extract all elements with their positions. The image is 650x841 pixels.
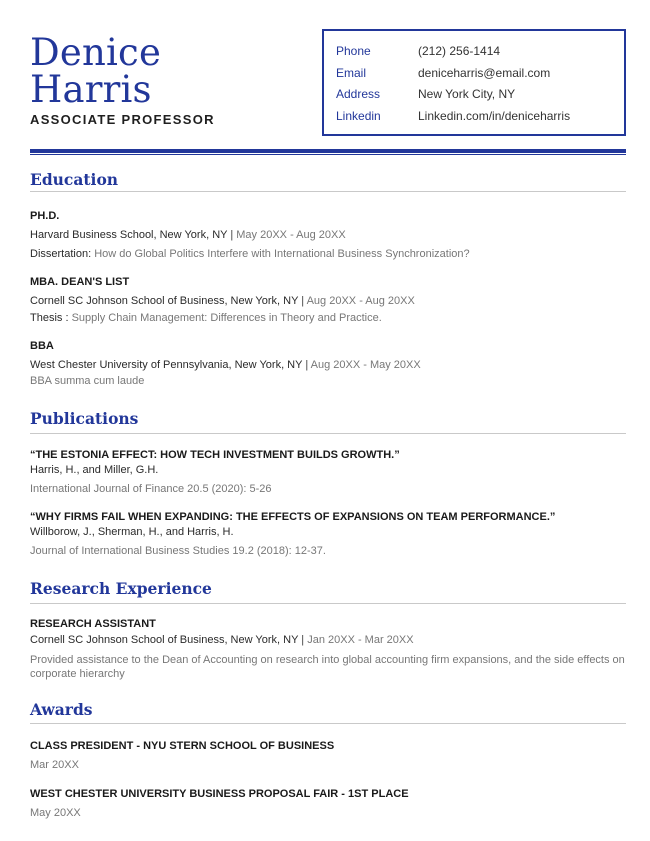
publication-journal: International Journal of Finance 20.5 (2020): 5-26 bbox=[30, 483, 272, 495]
header-divider bbox=[30, 149, 626, 153]
publication-authors: Willborow, J., Sherman, H., and Harris, H. bbox=[30, 526, 234, 538]
linkedin-label: Linkedin bbox=[336, 109, 381, 123]
awards-heading: Awards bbox=[30, 700, 93, 719]
education-heading: Education bbox=[30, 170, 119, 189]
award-title: WEST CHESTER UNIVERSITY BUSINESS PROPOSAL FAIR - 1ST PLACE bbox=[30, 788, 409, 800]
contact-box bbox=[322, 29, 626, 136]
linkedin-value[interactable]: Linkedin.com/in/deniceharris bbox=[418, 109, 571, 123]
education-school-line bbox=[30, 358, 421, 372]
education-school-line bbox=[30, 228, 346, 242]
education-note-text: BBA summa cum laude bbox=[30, 375, 145, 387]
research-description: Provided assistance to the Dean of Accounting on research into global accounting firm expansions, and the side effects on corporate hierarchy bbox=[30, 654, 625, 680]
job-title: ASSOCIATE PROFESSOR bbox=[30, 112, 215, 127]
education-note bbox=[30, 311, 382, 325]
last-name: Harris bbox=[30, 68, 152, 111]
separator: | bbox=[301, 634, 305, 646]
awards-rule bbox=[30, 723, 626, 724]
education-school: Harvard Business School, New York, NY bbox=[30, 229, 228, 241]
education-note bbox=[30, 247, 470, 261]
address-label: Address bbox=[336, 87, 381, 101]
separator: | bbox=[230, 229, 234, 241]
publication-journal: Journal of International Business Studies 19.2 (2018): 12-37. bbox=[30, 545, 326, 557]
email-value[interactable]: deniceharris@email.com bbox=[418, 66, 551, 80]
education-school: West Chester University of Pennsylvania, New York, NY bbox=[30, 359, 303, 371]
first-name: Denice bbox=[30, 31, 162, 74]
education-degree: BBA bbox=[30, 340, 54, 352]
research-heading: Research Experience bbox=[30, 579, 212, 598]
education-note-label: Dissertation: bbox=[30, 248, 92, 260]
research-rule bbox=[30, 603, 626, 604]
address-value: New York City, NY bbox=[418, 87, 516, 101]
separator: | bbox=[305, 359, 309, 371]
candidate-name bbox=[30, 31, 162, 111]
publication-title: “THE ESTONIA EFFECT: HOW TECH INVESTMENT BUILDS GROWTH.” bbox=[30, 449, 400, 461]
publication-title: “WHY FIRMS FAIL WHEN EXPANDING: THE EFFECTS OF EXPANSIONS ON TEAM PERFORMANCE.” bbox=[30, 511, 556, 523]
award-date: Mar 20XX bbox=[30, 759, 79, 771]
education-degree: PH.D. bbox=[30, 210, 60, 222]
email-label: Email bbox=[336, 66, 367, 80]
education-note-text: Supply Chain Management: Differences in Theory and Practice. bbox=[71, 312, 382, 324]
publications-rule bbox=[30, 433, 626, 434]
phone-label: Phone bbox=[336, 44, 371, 58]
separator: | bbox=[301, 295, 305, 307]
publications-heading: Publications bbox=[30, 409, 139, 428]
education-note-text: How do Global Politics Interfere with International Business Synchronization? bbox=[94, 248, 470, 260]
education-dates: May 20XX - Aug 20XX bbox=[236, 229, 346, 241]
education-dates: Aug 20XX - Aug 20XX bbox=[306, 295, 415, 307]
research-org-line bbox=[30, 633, 414, 647]
education-school-line bbox=[30, 294, 415, 308]
phone-value: (212) 256-1414 bbox=[418, 44, 501, 58]
research-dates: Jan 20XX - Mar 20XX bbox=[307, 634, 414, 646]
publication-authors: Harris, H., and Miller, G.H. bbox=[30, 464, 159, 476]
education-rule bbox=[30, 191, 626, 192]
research-role: RESEARCH ASSISTANT bbox=[30, 618, 156, 630]
award-date: May 20XX bbox=[30, 807, 81, 819]
award-title: CLASS PRESIDENT - NYU STERN SCHOOL OF BUSINESS bbox=[30, 740, 335, 752]
education-dates: Aug 20XX - May 20XX bbox=[310, 359, 421, 371]
education-school: Cornell SC Johnson School of Business, New York, NY bbox=[30, 295, 299, 307]
research-org: Cornell SC Johnson School of Business, New York, NY bbox=[30, 634, 299, 646]
education-note-label: Thesis : bbox=[30, 312, 69, 324]
education-degree: MBA. DEAN'S LIST bbox=[30, 276, 130, 288]
